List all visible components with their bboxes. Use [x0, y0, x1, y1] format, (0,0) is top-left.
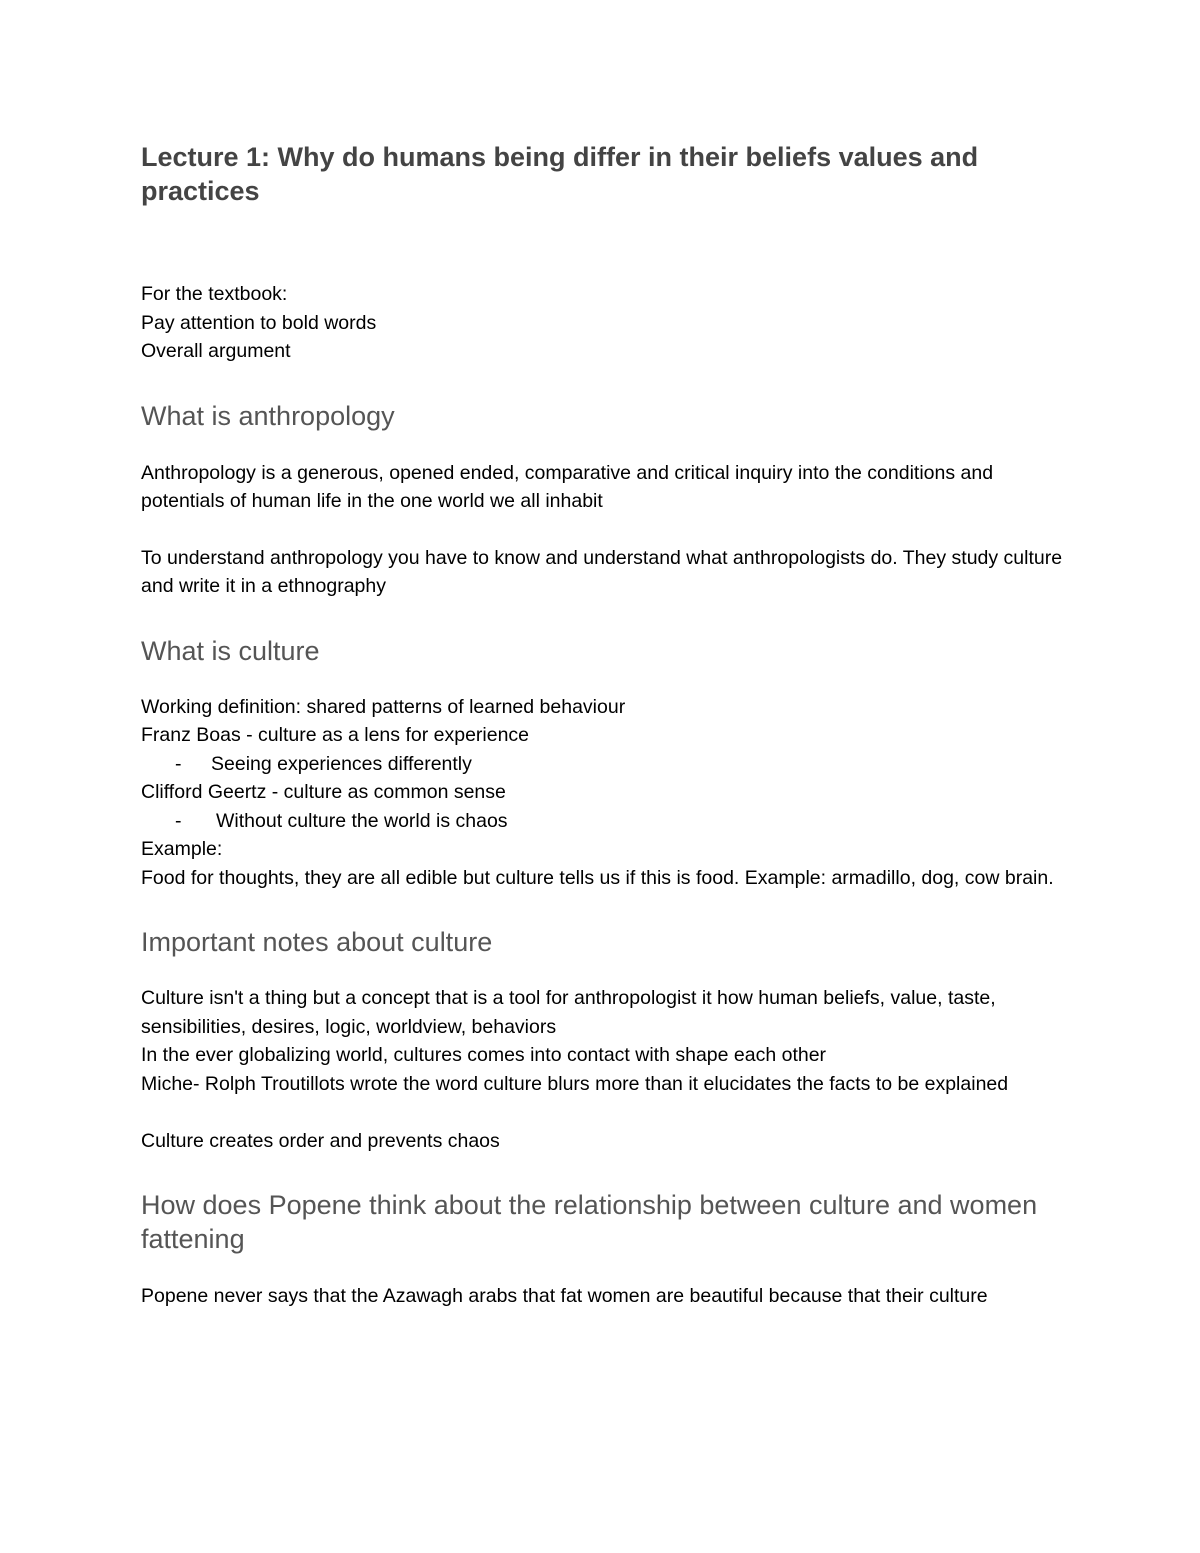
bullet-dash: -	[175, 809, 182, 832]
spacer	[141, 366, 1071, 399]
spacer	[141, 959, 1071, 984]
bullet-dash: -	[175, 752, 182, 775]
paragraph-line: Food for thoughts, they are all edible but culture tells us if this is food. Example: armadillo, dog, cow brain.	[141, 866, 1054, 889]
spacer	[141, 1256, 1071, 1282]
bullet-item	[141, 750, 1071, 779]
spacer	[141, 516, 1071, 544]
intro-line: For the textbook:	[141, 283, 288, 305]
spacer	[141, 1156, 1071, 1188]
paragraph: To understand anthropology you have to know and understand what anthropologists do. They study culture and write it in a ethnography	[141, 546, 1063, 597]
spacer	[141, 208, 1071, 280]
paragraph-line: Culture creates order and prevents chaos	[141, 1130, 500, 1152]
spacer	[141, 433, 1071, 459]
spacer	[141, 892, 1071, 925]
spacer	[141, 601, 1071, 634]
paragraph: Anthropology is a generous, opened ended, comparative and critical inquiry into the conditions and potentials of human life in the one world we all inhabit	[141, 461, 994, 512]
intro-line: Overall argument	[141, 340, 291, 362]
paragraph-line: Franz Boas - culture as a lens for experience	[141, 724, 530, 746]
paragraph-line: In the ever globalizing world, cultures comes into contact with shape each other	[141, 1044, 827, 1066]
paragraph-line: Culture isn't a thing but a concept that is a tool for anthropologist it how human beliefs, value, taste, sensibilities, desires, logic, worldview, behaviors	[141, 987, 996, 1038]
section-heading-popene: How does Popene think about the relationship between culture and women fattening	[141, 1189, 1038, 1254]
intro-line: Pay attention to bold words	[141, 311, 377, 334]
spacer	[141, 668, 1071, 693]
paragraph-line: Popene never says that the Azawagh arabs that fat women are beautiful because that their culture	[141, 1284, 988, 1307]
paragraph-line: Working definition: shared patterns of learned behaviour	[141, 695, 626, 718]
paragraph-line: Clifford Geertz - culture as common sense	[141, 781, 506, 803]
paragraph-line: Miche- Rolph Troutillots wrote the word culture blurs more than it elucidates the facts to be explained	[141, 1072, 1009, 1095]
document-page	[141, 140, 1071, 1310]
section-heading-anthropology: What is anthropology	[141, 400, 395, 431]
document-title: Lecture 1: Why do humans being differ in their beliefs values and practices	[141, 142, 979, 206]
bullet-item	[141, 807, 1071, 836]
spacer	[141, 1098, 1071, 1127]
section-heading-culture: What is culture	[141, 635, 320, 666]
paragraph-line: Example:	[141, 838, 223, 860]
section-heading-important-notes: Important notes about culture	[141, 927, 493, 957]
bullet-text: Without culture the world is chaos	[216, 809, 508, 832]
bullet-text: Seeing experiences differently	[211, 752, 472, 775]
